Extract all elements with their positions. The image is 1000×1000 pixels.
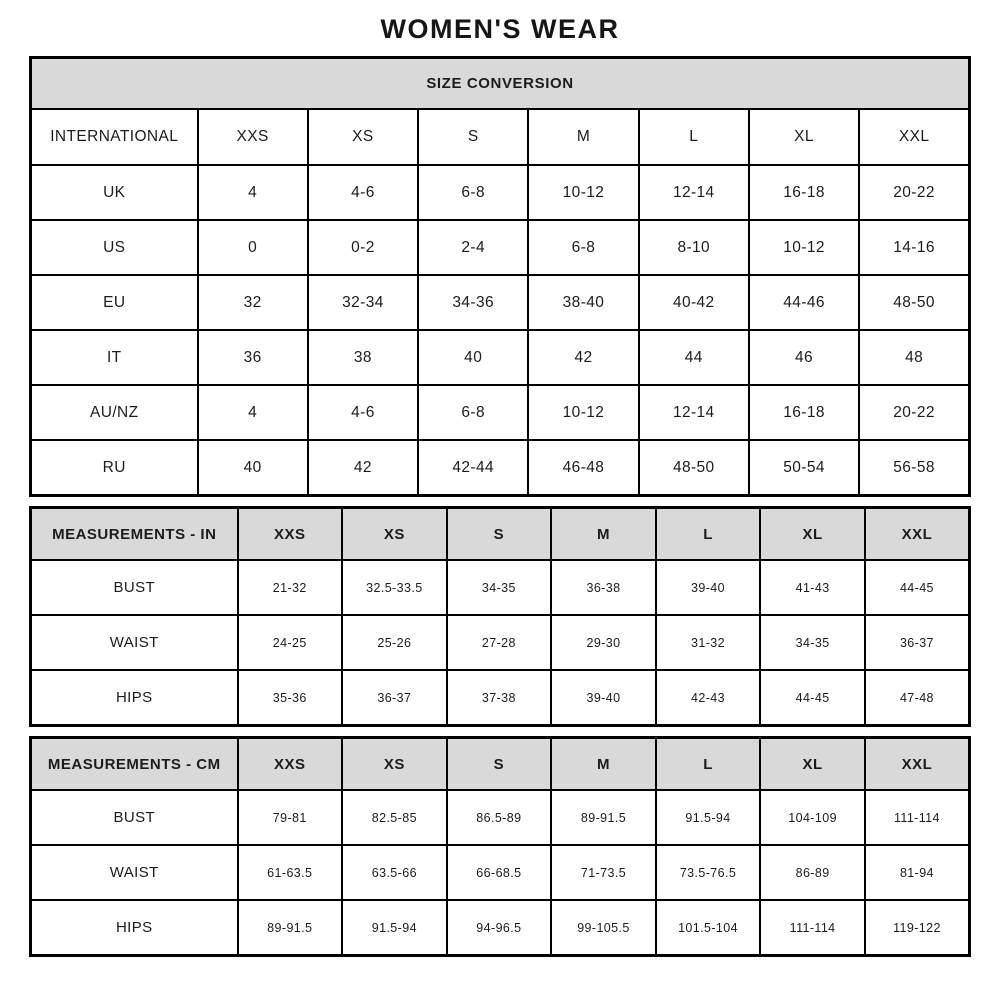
value-cell: 42-43: [656, 670, 761, 726]
value-cell: 39-40: [656, 560, 761, 615]
value-cell: 25-26: [342, 615, 447, 670]
table-row: [31, 845, 970, 900]
table-row: [31, 385, 970, 440]
measurements-in-header-row: [31, 508, 970, 561]
value-cell: 12-14: [639, 165, 749, 220]
value-cell: 6-8: [528, 220, 638, 275]
table-row: [31, 440, 970, 496]
measurements-cm-table: [29, 736, 971, 957]
value-cell: 66-68.5: [447, 845, 552, 900]
value-cell: 24-25: [238, 615, 343, 670]
row-header-label: INTERNATIONAL: [31, 109, 198, 165]
row-label: HIPS: [31, 900, 238, 956]
value-cell: 16-18: [749, 385, 859, 440]
size-column-header: XXL: [865, 508, 970, 561]
size-column-header: S: [447, 738, 552, 791]
row-label: US: [31, 220, 198, 275]
value-cell: 48-50: [639, 440, 749, 496]
size-conversion-body: [31, 165, 970, 496]
size-conversion-column-header-row: [31, 109, 970, 165]
value-cell: 4: [198, 385, 308, 440]
size-column-header: S: [447, 508, 552, 561]
value-cell: 0-2: [308, 220, 418, 275]
value-cell: 79-81: [238, 790, 343, 845]
table-row: [31, 275, 970, 330]
table-row: [31, 670, 970, 726]
size-conversion-table: [29, 56, 971, 497]
value-cell: 40: [418, 330, 528, 385]
value-cell: 35-36: [238, 670, 343, 726]
value-cell: 40-42: [639, 275, 749, 330]
value-cell: 86-89: [760, 845, 865, 900]
value-cell: 29-30: [551, 615, 656, 670]
size-column-header: XL: [760, 508, 865, 561]
value-cell: 40: [198, 440, 308, 496]
value-cell: 34-35: [760, 615, 865, 670]
table-row: [31, 615, 970, 670]
table-row: [31, 560, 970, 615]
value-cell: 41-43: [760, 560, 865, 615]
size-column-header: XL: [749, 109, 859, 165]
value-cell: 10-12: [749, 220, 859, 275]
value-cell: 10-12: [528, 165, 638, 220]
value-cell: 42-44: [418, 440, 528, 496]
value-cell: 46-48: [528, 440, 638, 496]
table-row: [31, 330, 970, 385]
size-column-header: XS: [342, 508, 447, 561]
table-row: [31, 220, 970, 275]
row-label: UK: [31, 165, 198, 220]
row-label: AU/NZ: [31, 385, 198, 440]
value-cell: 34-36: [418, 275, 528, 330]
value-cell: 10-12: [528, 385, 638, 440]
measurements-in-table: [29, 506, 971, 727]
value-cell: 47-48: [865, 670, 970, 726]
size-column-header: S: [418, 109, 528, 165]
row-label: HIPS: [31, 670, 238, 726]
size-column-header: XXS: [198, 109, 308, 165]
value-cell: 94-96.5: [447, 900, 552, 956]
size-column-header: L: [656, 508, 761, 561]
value-cell: 6-8: [418, 385, 528, 440]
row-label: BUST: [31, 790, 238, 845]
measurements-cm-header-row: [31, 738, 970, 791]
row-label: WAIST: [31, 845, 238, 900]
value-cell: 2-4: [418, 220, 528, 275]
value-cell: 91.5-94: [342, 900, 447, 956]
value-cell: 0: [198, 220, 308, 275]
value-cell: 63.5-66: [342, 845, 447, 900]
value-cell: 44-45: [760, 670, 865, 726]
measurements-cm-body: [31, 790, 970, 956]
size-conversion-banner-row: [31, 58, 970, 110]
table-row: [31, 790, 970, 845]
value-cell: 32: [198, 275, 308, 330]
value-cell: 4: [198, 165, 308, 220]
value-cell: 81-94: [865, 845, 970, 900]
row-header-label: MEASUREMENTS - IN: [31, 508, 238, 561]
value-cell: 46: [749, 330, 859, 385]
value-cell: 36-38: [551, 560, 656, 615]
value-cell: 89-91.5: [551, 790, 656, 845]
value-cell: 86.5-89: [447, 790, 552, 845]
value-cell: 14-16: [859, 220, 969, 275]
value-cell: 27-28: [447, 615, 552, 670]
value-cell: 82.5-85: [342, 790, 447, 845]
size-column-header: XXL: [865, 738, 970, 791]
value-cell: 31-32: [656, 615, 761, 670]
size-column-header: L: [656, 738, 761, 791]
value-cell: 111-114: [760, 900, 865, 956]
value-cell: 101.5-104: [656, 900, 761, 956]
value-cell: 4-6: [308, 385, 418, 440]
value-cell: 38: [308, 330, 418, 385]
value-cell: 56-58: [859, 440, 969, 496]
row-label: IT: [31, 330, 198, 385]
value-cell: 32-34: [308, 275, 418, 330]
size-column-header: M: [551, 508, 656, 561]
size-conversion-banner: SIZE CONVERSION: [31, 58, 970, 110]
size-column-header: XXL: [859, 109, 969, 165]
value-cell: 73.5-76.5: [656, 845, 761, 900]
size-column-header: M: [528, 109, 638, 165]
value-cell: 111-114: [865, 790, 970, 845]
value-cell: 48: [859, 330, 969, 385]
size-column-header: XS: [308, 109, 418, 165]
page-title: WOMEN'S WEAR: [380, 14, 620, 44]
table-row: [31, 900, 970, 956]
value-cell: 32.5-33.5: [342, 560, 447, 615]
value-cell: 36: [198, 330, 308, 385]
value-cell: 91.5-94: [656, 790, 761, 845]
value-cell: 89-91.5: [238, 900, 343, 956]
value-cell: 119-122: [865, 900, 970, 956]
measurements-in-body: [31, 560, 970, 726]
value-cell: 36-37: [865, 615, 970, 670]
value-cell: 37-38: [447, 670, 552, 726]
row-label: BUST: [31, 560, 238, 615]
value-cell: 44-45: [865, 560, 970, 615]
value-cell: 44: [639, 330, 749, 385]
value-cell: 4-6: [308, 165, 418, 220]
size-column-header: M: [551, 738, 656, 791]
value-cell: 42: [528, 330, 638, 385]
value-cell: 12-14: [639, 385, 749, 440]
value-cell: 104-109: [760, 790, 865, 845]
row-header-label: MEASUREMENTS - CM: [31, 738, 238, 791]
value-cell: 21-32: [238, 560, 343, 615]
row-label: RU: [31, 440, 198, 496]
value-cell: 99-105.5: [551, 900, 656, 956]
row-label: EU: [31, 275, 198, 330]
value-cell: 20-22: [859, 385, 969, 440]
value-cell: 8-10: [639, 220, 749, 275]
size-column-header: XXS: [238, 738, 343, 791]
value-cell: 71-73.5: [551, 845, 656, 900]
size-column-header: XL: [760, 738, 865, 791]
table-row: [31, 165, 970, 220]
value-cell: 42: [308, 440, 418, 496]
size-column-header: XXS: [238, 508, 343, 561]
value-cell: 36-37: [342, 670, 447, 726]
size-column-header: XS: [342, 738, 447, 791]
value-cell: 39-40: [551, 670, 656, 726]
value-cell: 38-40: [528, 275, 638, 330]
value-cell: 16-18: [749, 165, 859, 220]
value-cell: 48-50: [859, 275, 969, 330]
value-cell: 6-8: [418, 165, 528, 220]
value-cell: 20-22: [859, 165, 969, 220]
size-column-header: L: [639, 109, 749, 165]
value-cell: 34-35: [447, 560, 552, 615]
value-cell: 44-46: [749, 275, 859, 330]
value-cell: 50-54: [749, 440, 859, 496]
row-label: WAIST: [31, 615, 238, 670]
value-cell: 61-63.5: [238, 845, 343, 900]
